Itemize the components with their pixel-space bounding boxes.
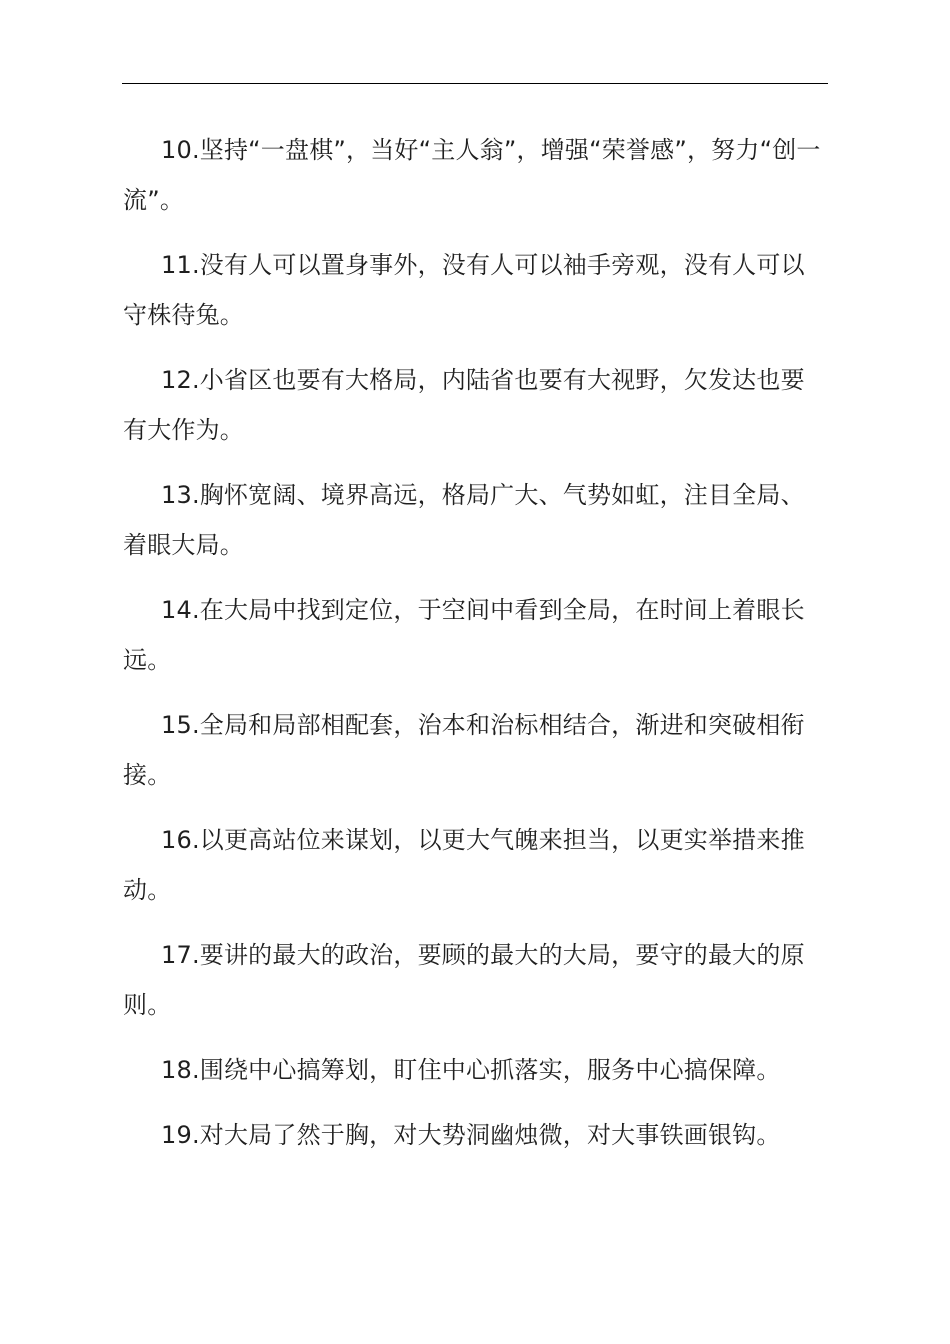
paragraph-13: 13.胸怀宽阔、境界高远，格局广大、气势如虹，注目全局、着眼大局。 bbox=[123, 481, 805, 559]
paragraph-12: 12.小省区也要有大格局，内陆省也要有大视野，欠发达也要有大作为。 bbox=[123, 366, 805, 444]
paragraph-11: 11.没有人可以置身事外，没有人可以袖手旁观，没有人可以守株待兔。 bbox=[123, 251, 805, 329]
paragraph-19: 19.对大局了然于胸，对大势洞幽烛微，对大事铁画银钩。 bbox=[161, 1121, 781, 1149]
paragraph-15: 15.全局和局部相配套，治本和治标相结合，渐进和突破相衔接。 bbox=[123, 711, 805, 789]
paragraph-16: 16.以更高站位来谋划，以更大气魄来担当，以更实举措来推动。 bbox=[123, 826, 805, 904]
paragraph-18: 18.围绕中心搞筹划，盯住中心抓落实，服务中心搞保障。 bbox=[161, 1056, 781, 1084]
header-rule bbox=[122, 83, 828, 84]
paragraph-10: 10.坚持“一盘棋”，当好“主人翁”，增强“荣誉感”，努力“创一流”。 bbox=[123, 136, 821, 214]
paragraph-14: 14.在大局中找到定位，于空间中看到全局，在时间上着眼长远。 bbox=[123, 596, 805, 674]
document-body bbox=[123, 125, 827, 1175]
paragraph-17: 17.要讲的最大的政治，要顾的最大的大局，要守的最大的原则。 bbox=[123, 941, 805, 1019]
